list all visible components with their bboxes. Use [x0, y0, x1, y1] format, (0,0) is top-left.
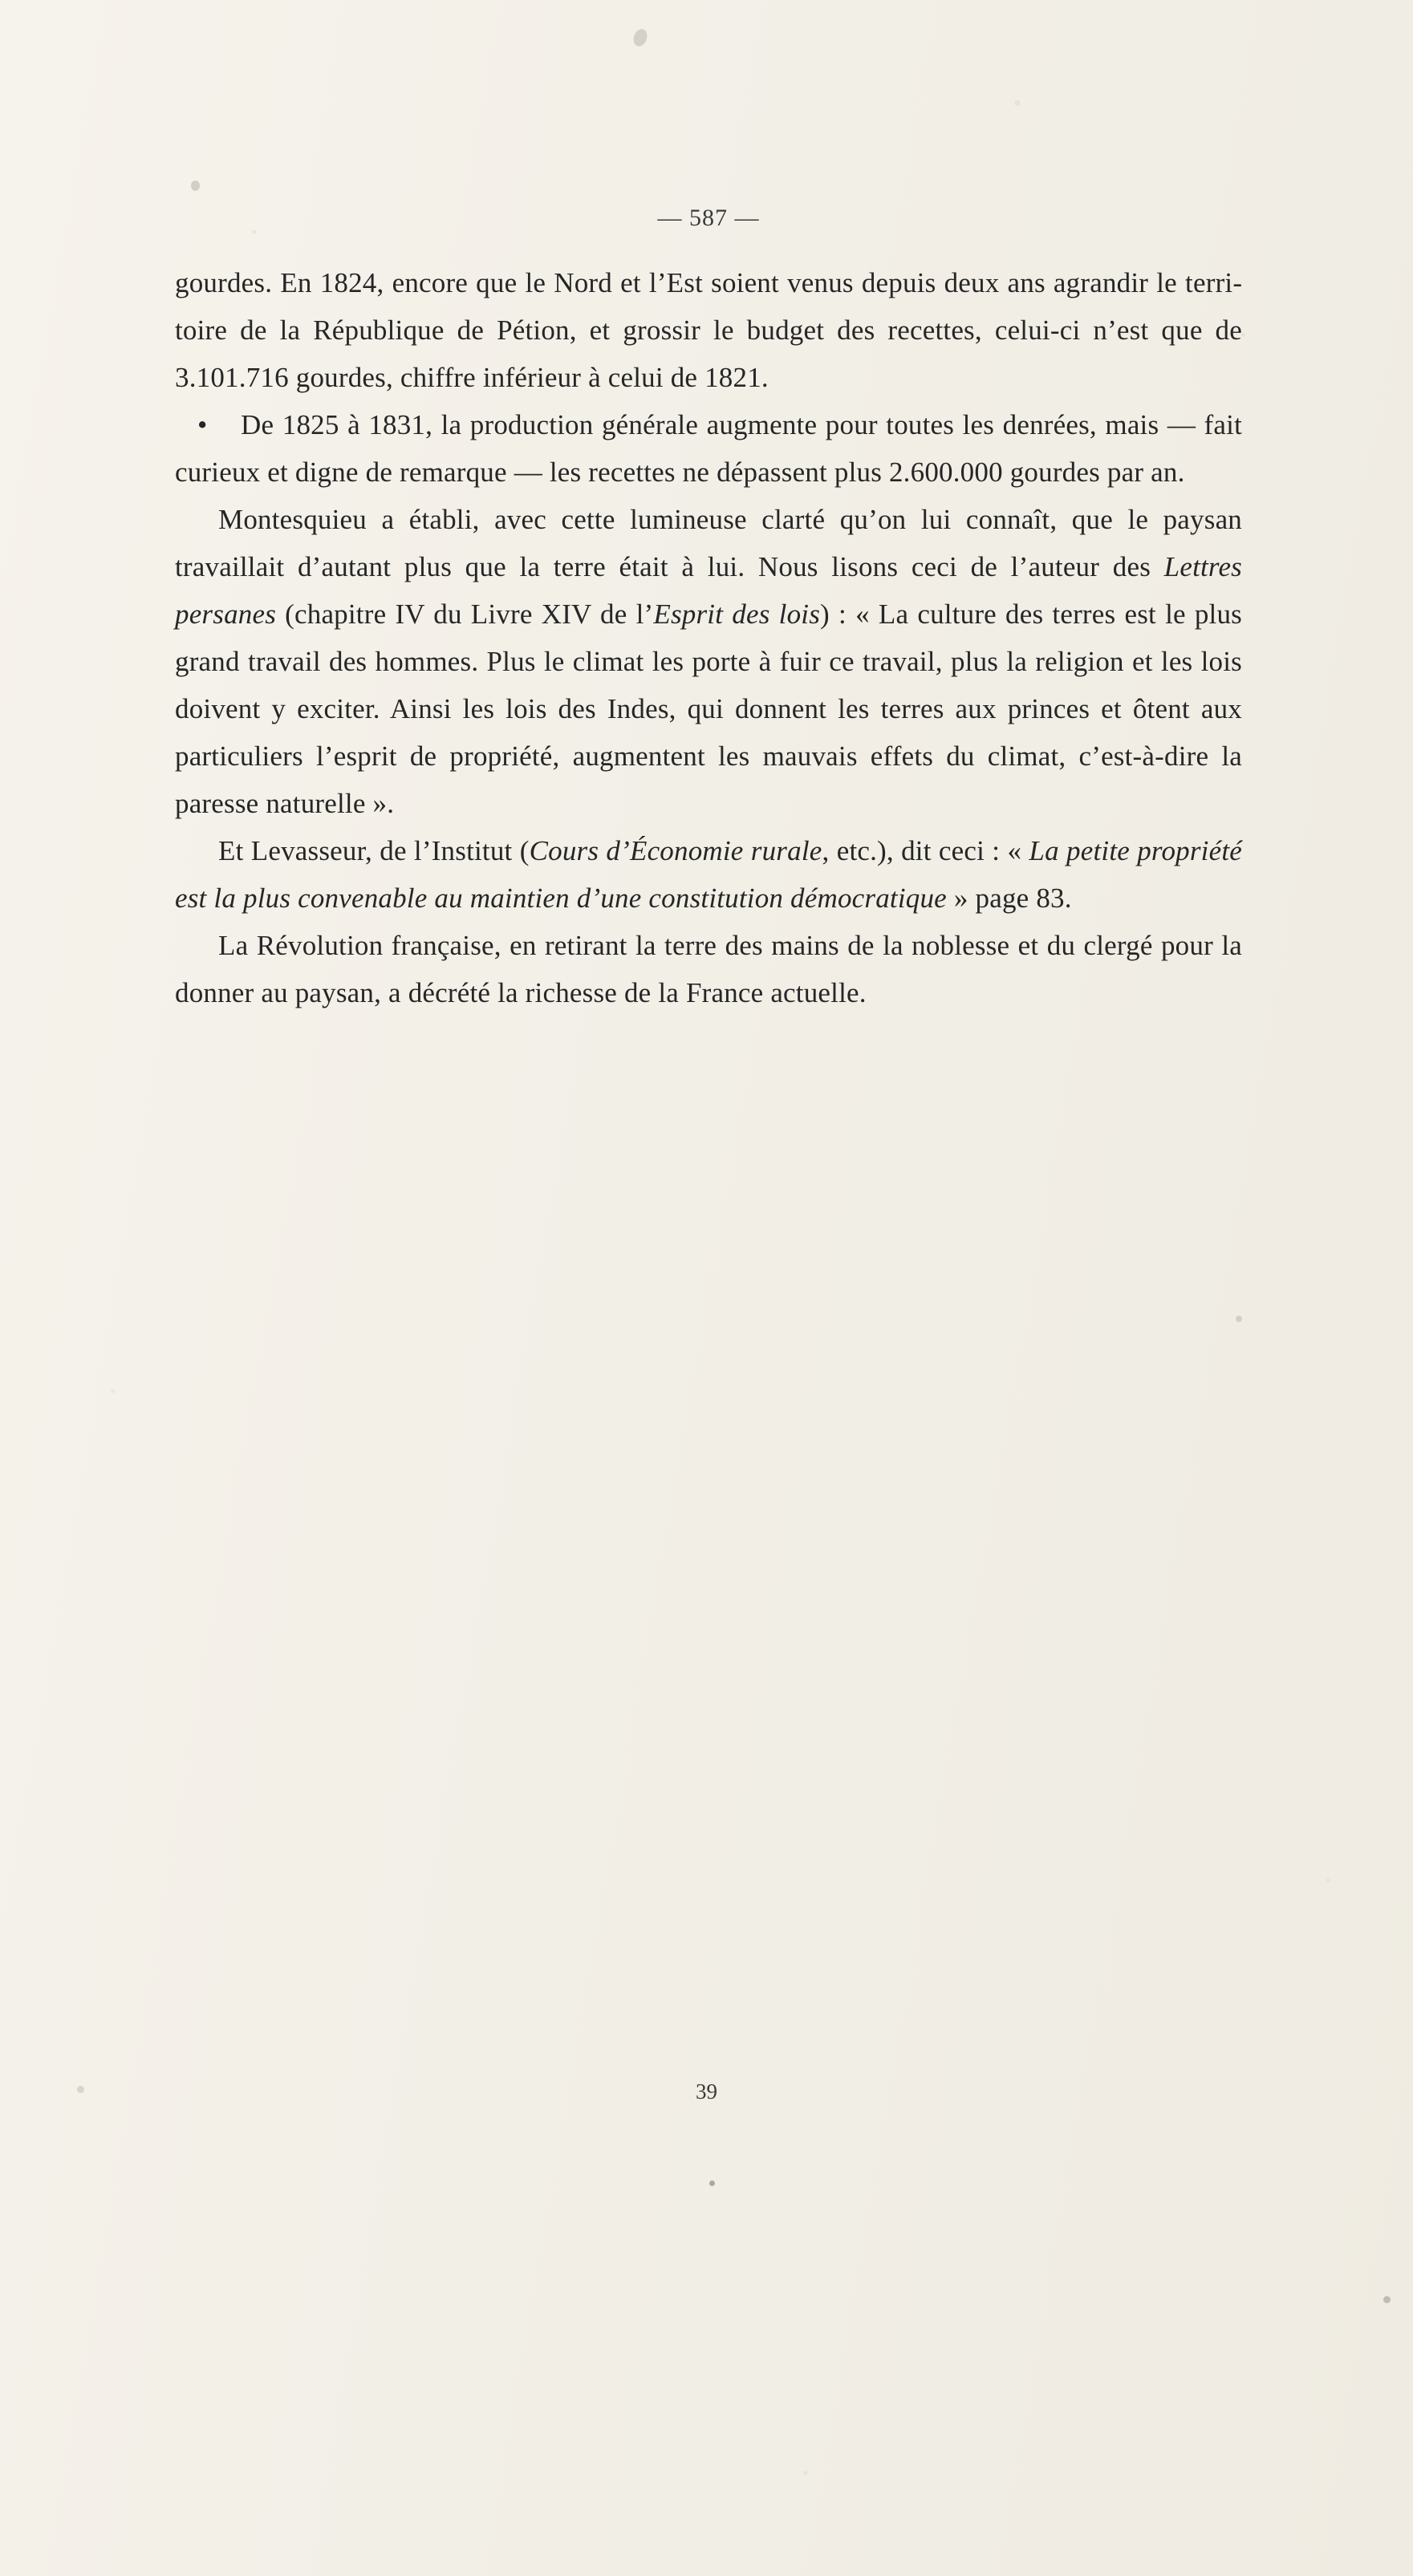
paper-speck — [1383, 2296, 1391, 2303]
paragraph-levasseur — [175, 827, 1242, 922]
paragraph-text: De 1825 à 1831, la production générale augmente pour toutes les denrées, mais — fait curieux et digne de remarque — les recettes ne dépassent plus 2.600.000 gourdes par an. — [175, 409, 1242, 488]
paragraph-1825 — [175, 401, 1242, 496]
paragraph-revolution — [175, 922, 1242, 1016]
paragraph-montesquieu — [175, 496, 1242, 827]
paragraph-text-part: » page 83. — [946, 882, 1072, 914]
paper-speck — [1236, 1316, 1242, 1322]
paragraph-text-part: , etc.), dit ceci : « — [822, 835, 1029, 866]
bullet-mark: • — [197, 409, 208, 440]
paper-speck — [631, 27, 650, 48]
paragraph-gourdes — [175, 259, 1242, 401]
title-cours-economie-rurale: Cours d’Économie rurale — [529, 835, 822, 866]
quote-petite-propriete: La petite propriété est la plus convenable au maintien d’une constitution démocratique — [175, 835, 1242, 914]
page-folio-number: 39 — [696, 2079, 717, 2103]
title-lettres-persanes: Lettres persanes — [175, 551, 1242, 630]
paragraph-text: gourdes. En 1824, encore que le Nord et l’Est soient venus depuis deux ans agrandir le territoire de la République de Pétion, et grossir le budget des recettes, celui-ci n’est que de 3.101.716 gourdes, chiffre inférieur à celui de 1821. — [175, 267, 1242, 393]
paragraph-text-part: Et Levasseur, de l’Institut ( — [218, 835, 530, 866]
running-head: — 587 — — [657, 205, 760, 231]
paper-speck — [191, 181, 200, 191]
paragraph-text-part: Montesquieu a établi, avec cette lumineuse clarté qu’on lui connaît, que le paysan travaillait d’autant plus que la terre était à lui. Nous lisons ceci de l’auteur des — [175, 504, 1242, 582]
paper-speck — [709, 2180, 715, 2186]
paragraph-text-part: ) : « La culture des terres est le plus grand travail des hommes. Plus le climat les porte à fuir ce travail, plus la religion et les lois doivent y exciter. Ainsi les lois des Indes, qui donnent les terres aux princes et ôtent aux particuliers l’esprit de propriété, augmentent les mauvais effets du climat, c’est-à-dire la paresse naturelle ». — [175, 598, 1243, 819]
title-esprit-des-lois: Esprit des lois — [653, 598, 821, 630]
paragraph-text-part: (chapitre IV du Livre XIV de l’ — [276, 598, 654, 630]
paragraph-text: La Révolution française, en retirant la terre des mains de la noblesse et du clergé pour la donner au paysan, a décrété la richesse de la France actuelle. — [175, 930, 1242, 1008]
text-column — [175, 205, 1242, 1016]
